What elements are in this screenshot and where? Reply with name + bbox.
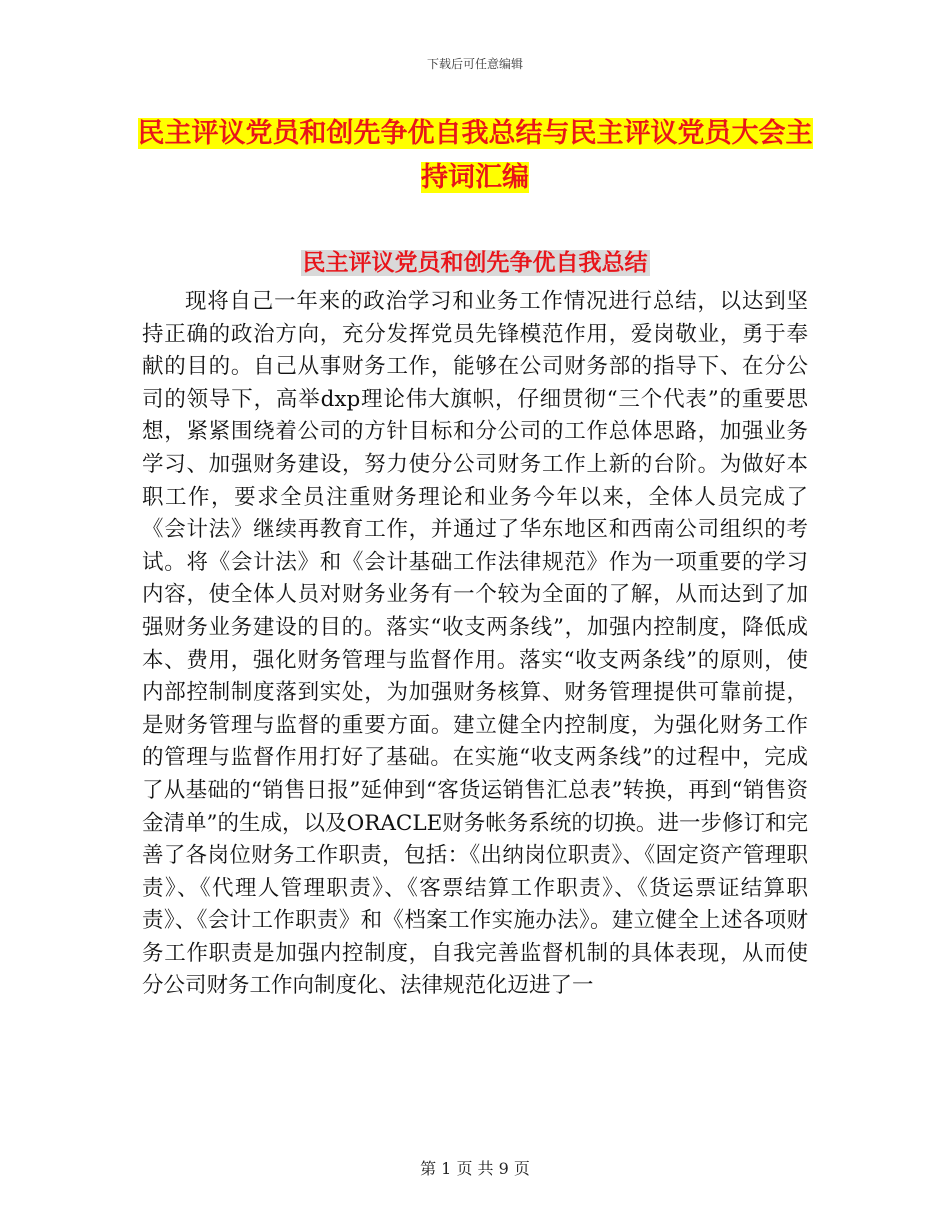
document-title-text: 民主评议党员和创先争优自我总结与民主评议党员大会主持词汇编 [137,118,813,193]
section-title-text: 民主评议党员和创先争优自我总结 [302,250,648,276]
page-footer: 第 1 页 共 9 页 [420,1159,530,1178]
header-note: 下载后可任意编辑 [426,57,523,71]
body-paragraph: 现将自己一年来的政治学习和业务工作情况进行总结，以达到坚持正确的政治方向，充分发挥党员先锋模范作用，爱岗敬业，勇于奉献的目的。自己从事财务工作，能够在公司财务部的指导下、在分公司的领导下，高举dxp理论伟大旗帜，仔细贯彻“三个代表”的重要思想，紧紧围绕着公司的方针目标和分公司的工作总体思路，加强业务学习、加强财务建设，努力使分公司财务工作上新的台阶。为做好本职工作，要求全员注重财务理论和业务今年以来，全体人员完成了《会计法》继续再教育工作，并通过了华东地区和西南公司组织的考试。将《会计法》和《会计基础工作法律规范》作为一项重要的学习内容，使全体人员对财务业务有一个较为全面的了解，从而达到了加强财务业务建设的目的。落实“收支两条线”，加强内控制度，降低成本、费用，强化财务管理与监督作用。落实“收支两条线”的原则，使内部控制制度落到实处，为加强财务核算、财务管理提供可靠前提，是财务管理与监督的重要方面。建立健全内控制度，为强化财务工作的管理与监督作用打好了基础。在实施“收支两条线”的过程中，完成了从基础的“销售日报”延伸到“客货运销售汇总表”转换，再到“销售资金清单”的生成，以及ORACLE财务帐务系统的切换。进一步修订和完善了各岗位财务工作职责，包括：《出纳岗位职责》、《固定资产管理职责》、《代理人管理职责》、《客票结算工作职责》、《货运票证结算职责》、《会计工作职责》和《档案工作实施办法》。建立健全上述各项财务工作职责是加强内控制度，自我完善监督机制的具体表现，从而使分公司财务工作向制度化、法律规范化迈进了一 [142,289,808,999]
document-title [130,112,820,200]
section-title [0,245,950,281]
